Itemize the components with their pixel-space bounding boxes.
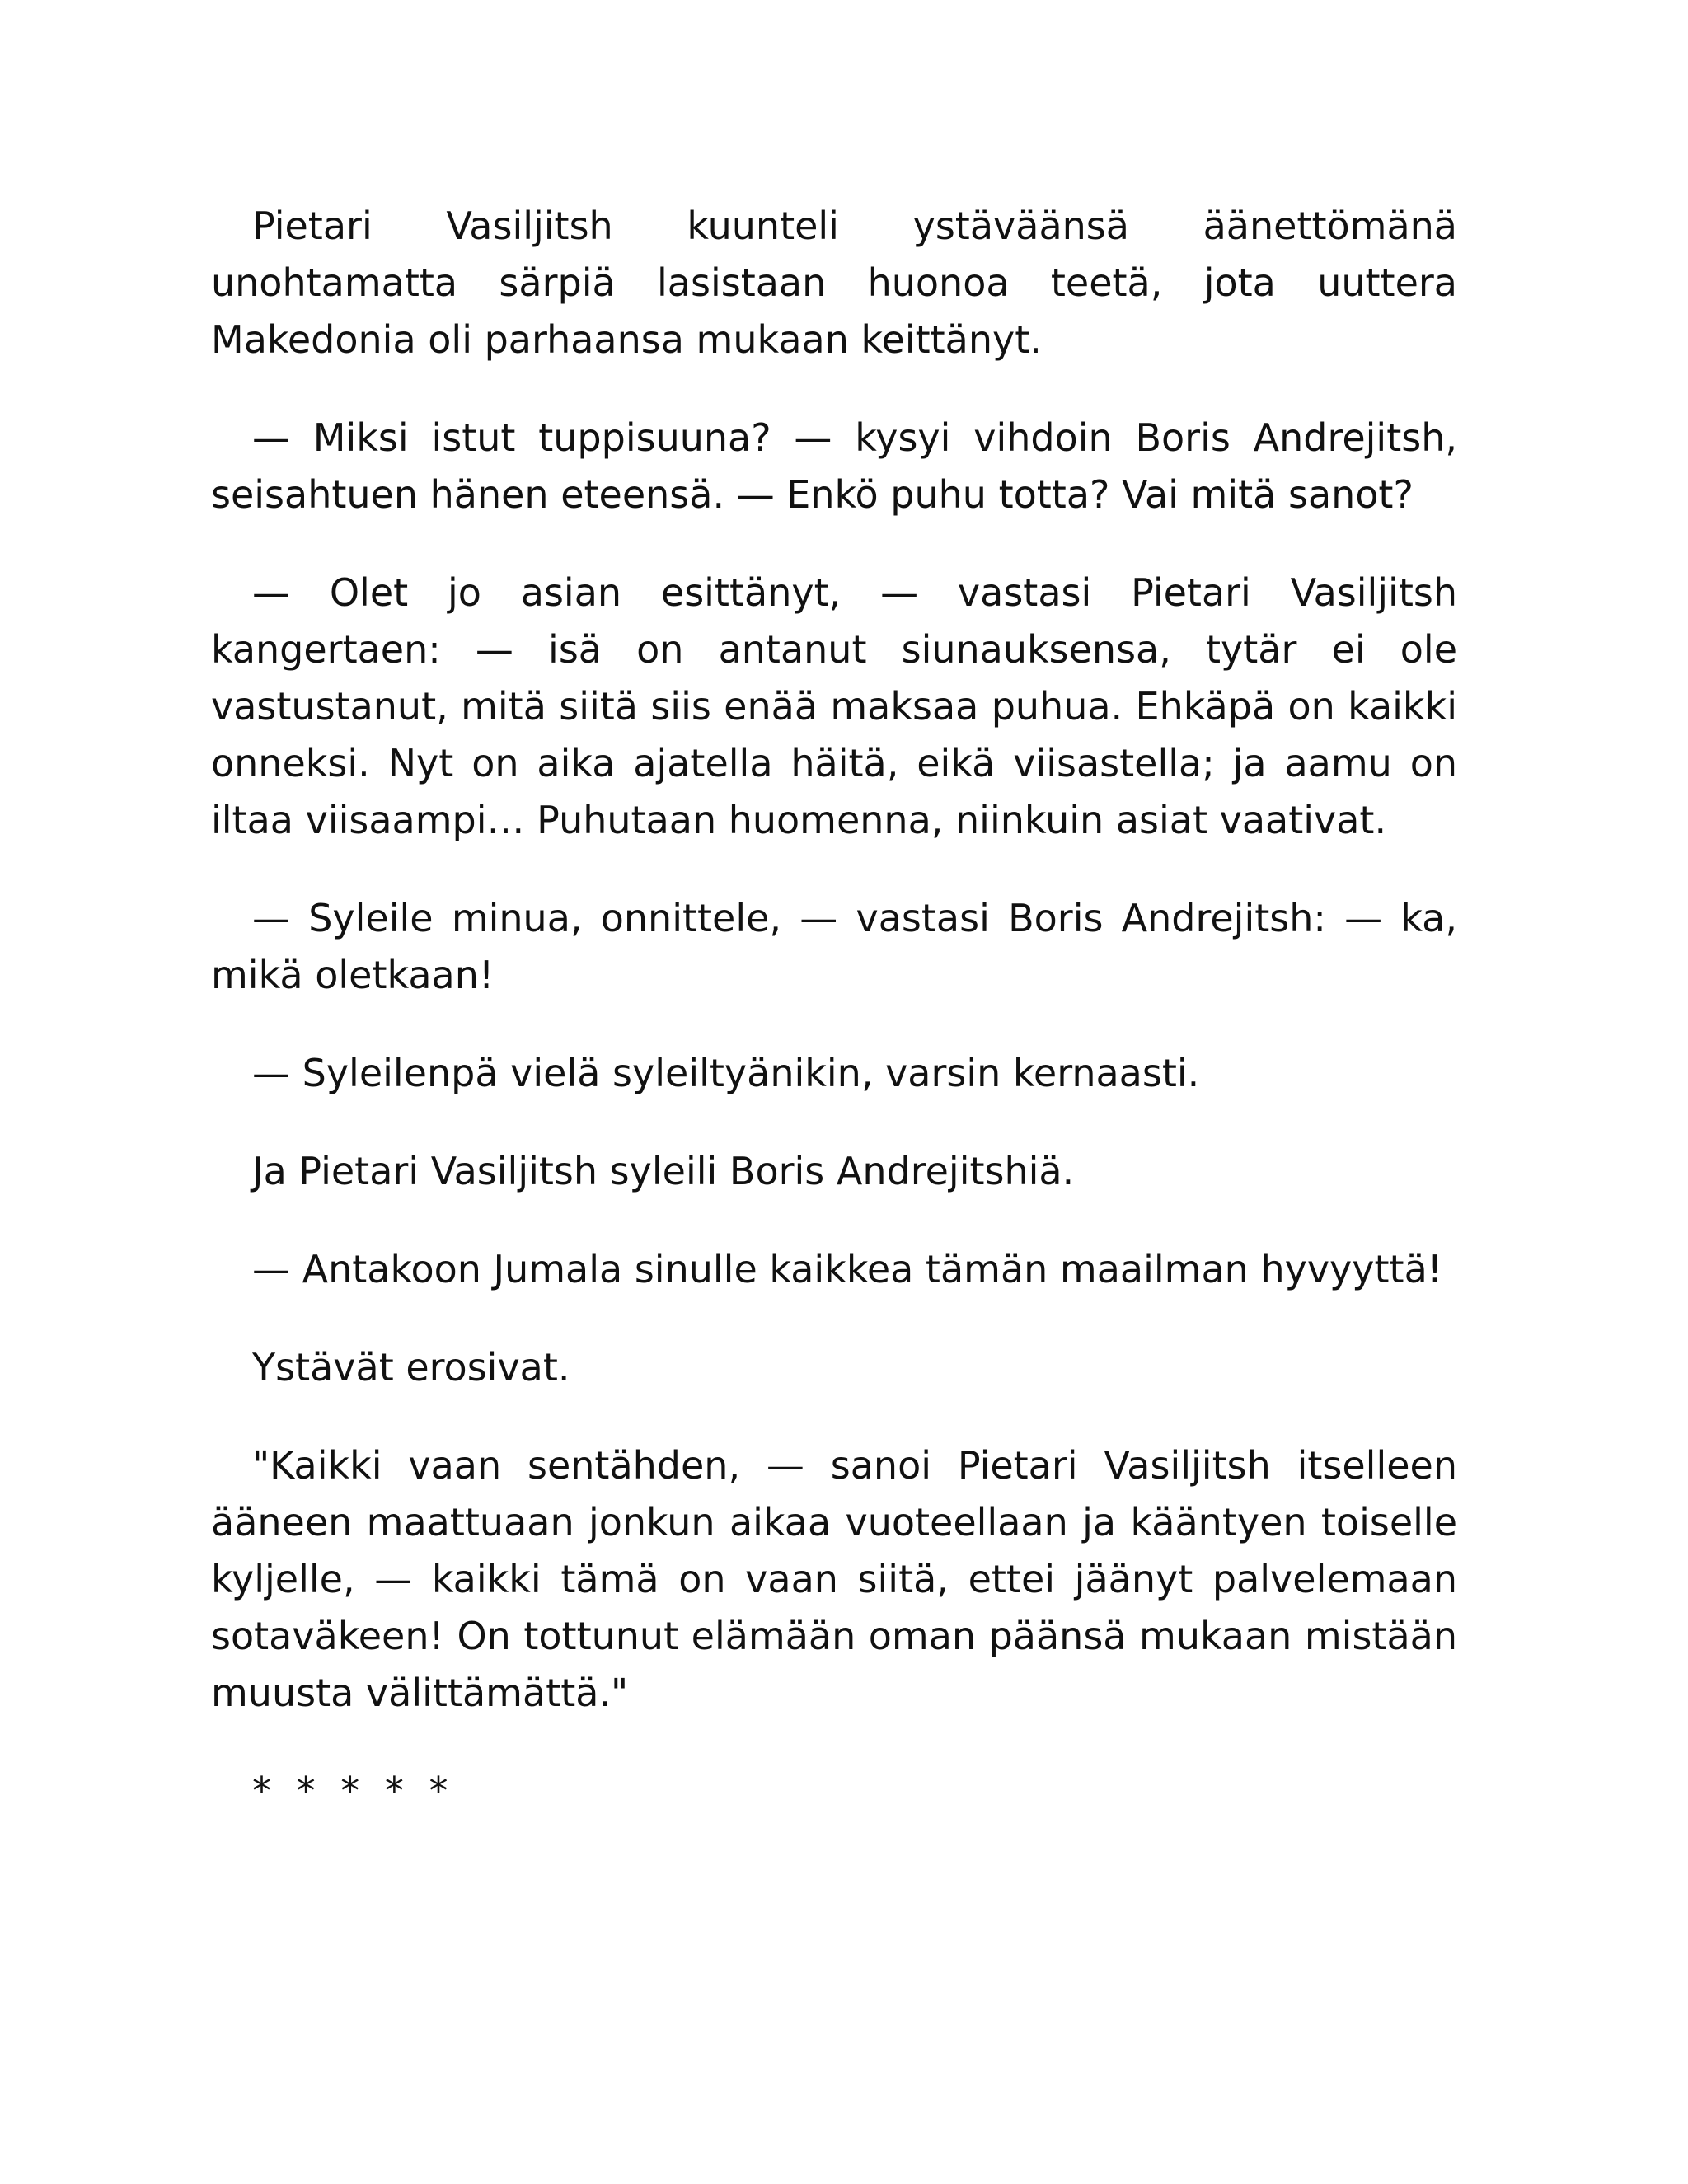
section-break-asterisks: * * * * *	[252, 1769, 455, 1813]
paragraph-6: Ja Pietari Vasiljitsh syleili Boris Andrejitshiä.	[252, 1149, 1075, 1193]
paragraph-4: — Syleile minua, onnittele, — vastasi Boris Andrejitsh: — ka, mikä oletkaan!	[211, 896, 1457, 997]
paragraph-2: — Miksi istut tuppisuuna? — kysyi vihdoin Boris Andrejitsh, seisahtuen hänen eteensä. — Enkö puhu totta? Vai mitä sanot?	[211, 415, 1457, 517]
paragraph-7: — Antakoon Jumala sinulle kaikkea tämän maailman hyvyyttä!	[252, 1247, 1443, 1291]
paragraph-1: Pietari Vasiljitsh kuunteli ystäväänsä äänettömänä unohtamatta särpiä lasistaan huonoa teetä, jota uuttera Makedonia oli parhaansa mukaan keittänyt.	[211, 204, 1457, 362]
paragraph-5: — Syleilenpä vielä syleiltyänikin, varsin kernaasti.	[252, 1051, 1200, 1095]
page-body	[211, 198, 1457, 1861]
paragraph-3: — Olet jo asian esittänyt, — vastasi Pietari Vasiljitsh kangertaen: — isä on antanut siunauksensa, tytär ei ole vastustanut, mitä siitä siis enää maksaa puhua. Ehkäpä on kaikki onneksi. Nyt on aika ajatella häitä, eikä viisastella; ja aamu on iltaa viisaampi… Puhutaan huomenna, niinkuin asiat vaativat.	[211, 570, 1457, 842]
paragraph-9: "Kaikki vaan sentähden, — sanoi Pietari Vasiljitsh itselleen ääneen maattuaan jonkun aikaa vuoteellaan ja kääntyen toiselle kyljelle, — kaikki tämä on vaan siitä, ettei jäänyt palvelemaan sotaväkeen! On tottunut elämään oman päänsä mukaan mistään muusta välittämättä."	[211, 1443, 1457, 1715]
paragraph-8: Ystävät erosivat.	[252, 1345, 570, 1390]
